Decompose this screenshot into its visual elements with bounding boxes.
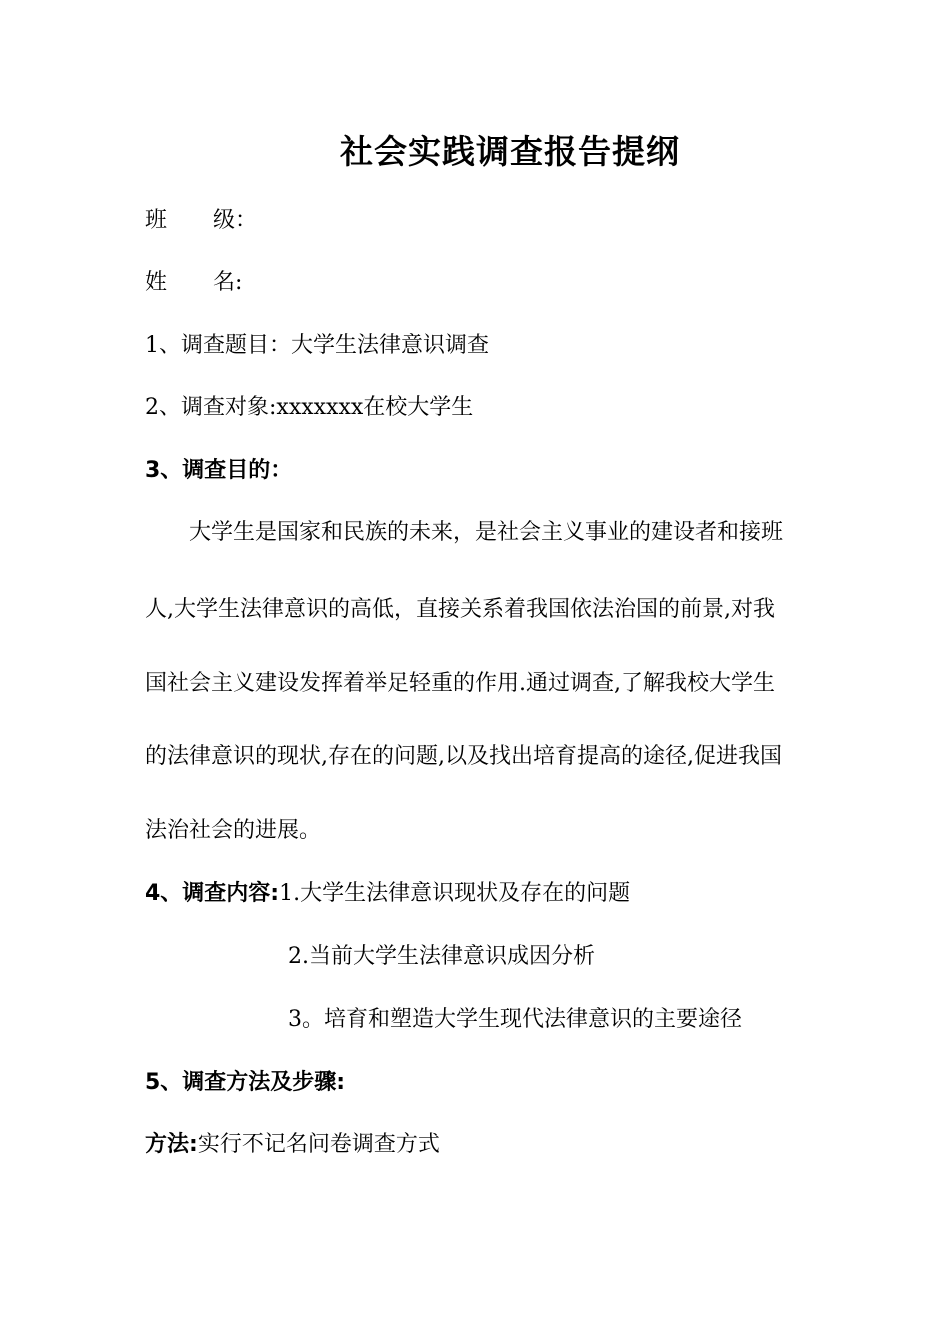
purpose-line: 人,大学生法律意识的高低，直接关系着我国依法治国的前景,对我 (145, 597, 775, 622)
method-row (145, 1130, 440, 1160)
purpose-line: 大学生是国家和民族的未来，是社会主义事业的建设者和接班 (189, 520, 784, 545)
class-field (145, 206, 257, 236)
survey-topic: 1、调查题目：大学生法律意识调查 (145, 333, 489, 358)
survey-method-heading: 5、调查方法及步骤: (145, 1070, 346, 1095)
purpose-line: 法治社会的进展。 (145, 818, 322, 843)
method-text: 实行不记名问卷调查方式 (197, 1132, 440, 1157)
survey-subject: 2、调查对象:xxxxxxx在校大学生 (145, 395, 474, 420)
survey-content-heading: 4、调查内容: (145, 881, 280, 906)
survey-purpose-heading: 3、调查目的： (145, 458, 293, 483)
class-label-b: 级： (213, 208, 258, 233)
content-item: 2.当前大学生法律意识成因分析 (288, 944, 595, 969)
class-label-a: 班 (145, 208, 168, 233)
name-label-b: 名: (213, 270, 243, 295)
name-field (145, 268, 242, 298)
method-label: 方法: (145, 1132, 198, 1157)
content-item: 1.大学生法律意识现状及存在的问题 (279, 881, 631, 906)
document-title: 社会实践调查报告提纲 (340, 132, 680, 171)
content-item: 3。培育和塑造大学生现代法律意识的主要途径 (288, 1007, 742, 1032)
purpose-line: 国社会主义建设发挥着举足轻重的作用.通过调查,了解我校大学生 (145, 671, 775, 696)
survey-content-row (145, 879, 630, 909)
purpose-line: 的法律意识的现状,存在的问题,以及找出培育提高的途径,促进我国 (145, 744, 782, 769)
name-label-a: 姓 (145, 270, 168, 295)
